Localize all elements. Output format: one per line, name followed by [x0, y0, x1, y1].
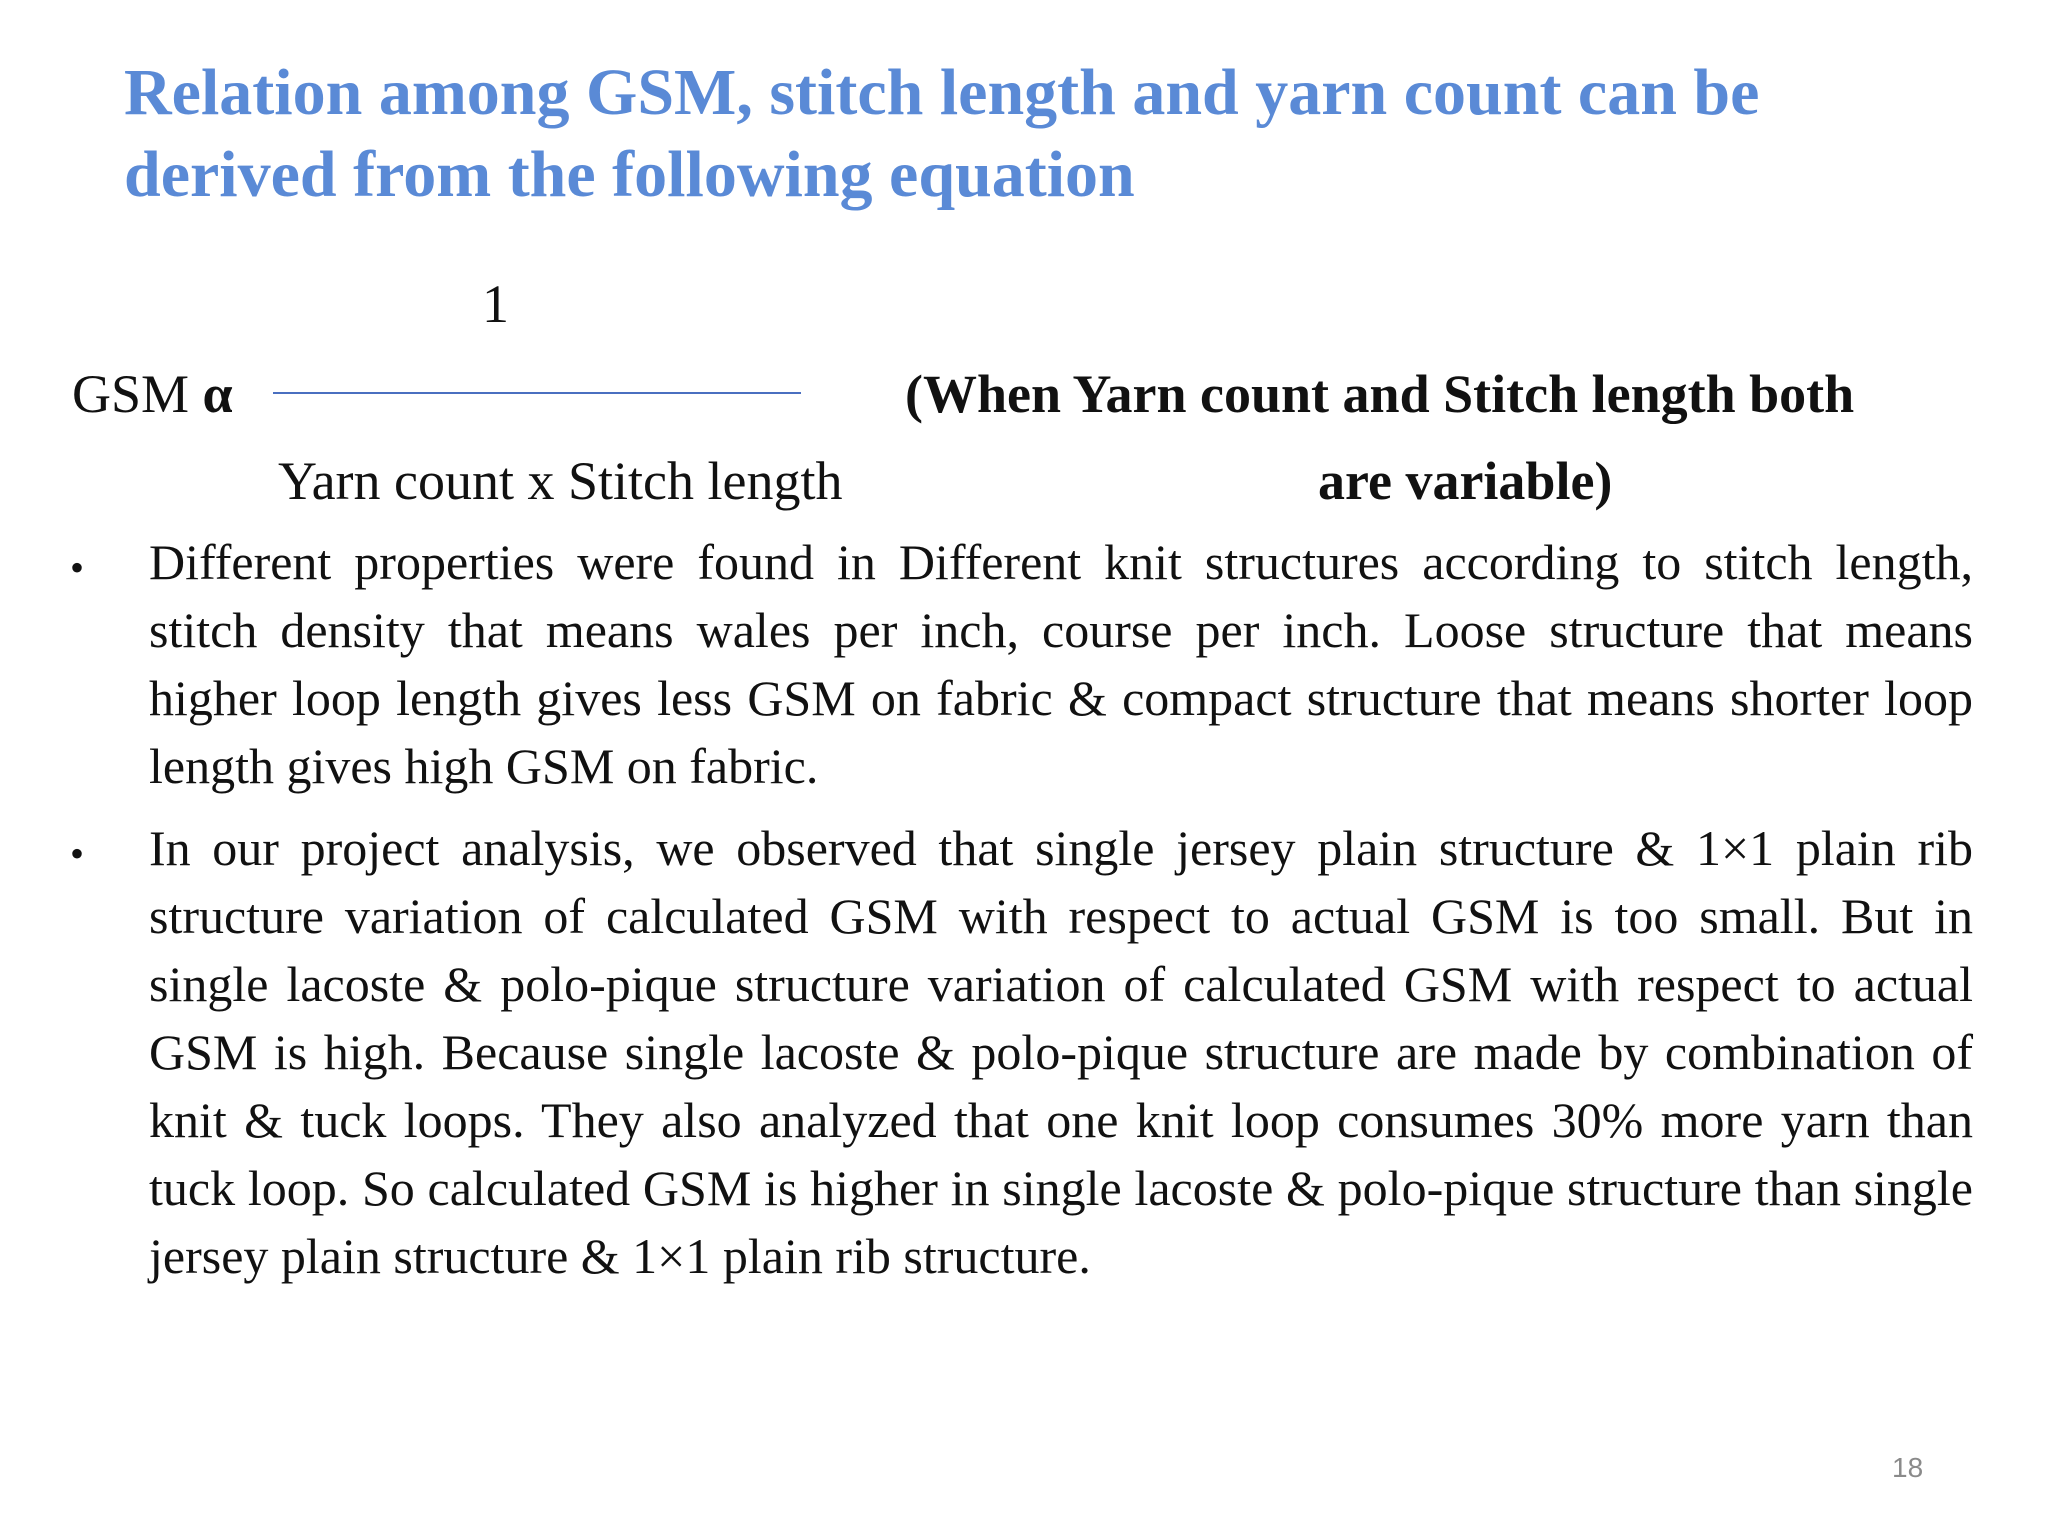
equation-denominator: Yarn count x Stitch length: [278, 451, 843, 511]
equation-numerator: 1: [482, 274, 509, 334]
proportional-symbol: α: [202, 364, 233, 424]
bullet-text: In our project analysis, we observed that single jersey plain structure & 1×1 plain rib structure variation of calculated GSM with respect to actual GSM is too small. But in single lacoste & polo-pique structure variation of calculated GSM with respect to actual GSM is high. Because single lacoste & polo-pique structure are made by combination of knit & tuck loops. They also analyzed that one knit loop consumes 30% more yarn than tuck loop. So calculated GSM is higher in single lacoste & polo-pique structure than single jersey plain structure & 1×1 plain rib structure.: [149, 820, 1973, 1284]
equation-condition-line-1: (When Yarn count and Stitch length both: [905, 364, 1855, 424]
bullet-marker: •: [70, 545, 85, 590]
bullet-marker: •: [70, 831, 85, 876]
fraction-bar: [273, 392, 801, 394]
equation-condition-line-2: are variable): [1318, 451, 1613, 511]
page-number: 18: [1892, 1452, 1924, 1483]
bullet-item: [0, 528, 2048, 800]
bullet-item: [0, 814, 2048, 1290]
equation-lhs-gsm: GSM: [72, 364, 190, 424]
equation-lhs: [72, 362, 233, 426]
bullet-list: [0, 528, 2048, 1304]
bullet-text: Different properties were found in Different knit structures according to stitch length, stitch density that means wales per inch, course per inch. Loose structure that means higher loop length gives less GSM on fabric & compact structure that means shorter loop length gives high GSM on fabric.: [149, 534, 1973, 794]
slide-title: Relation among GSM, stitch length and yarn count can be derived from the following equation: [124, 56, 1760, 211]
